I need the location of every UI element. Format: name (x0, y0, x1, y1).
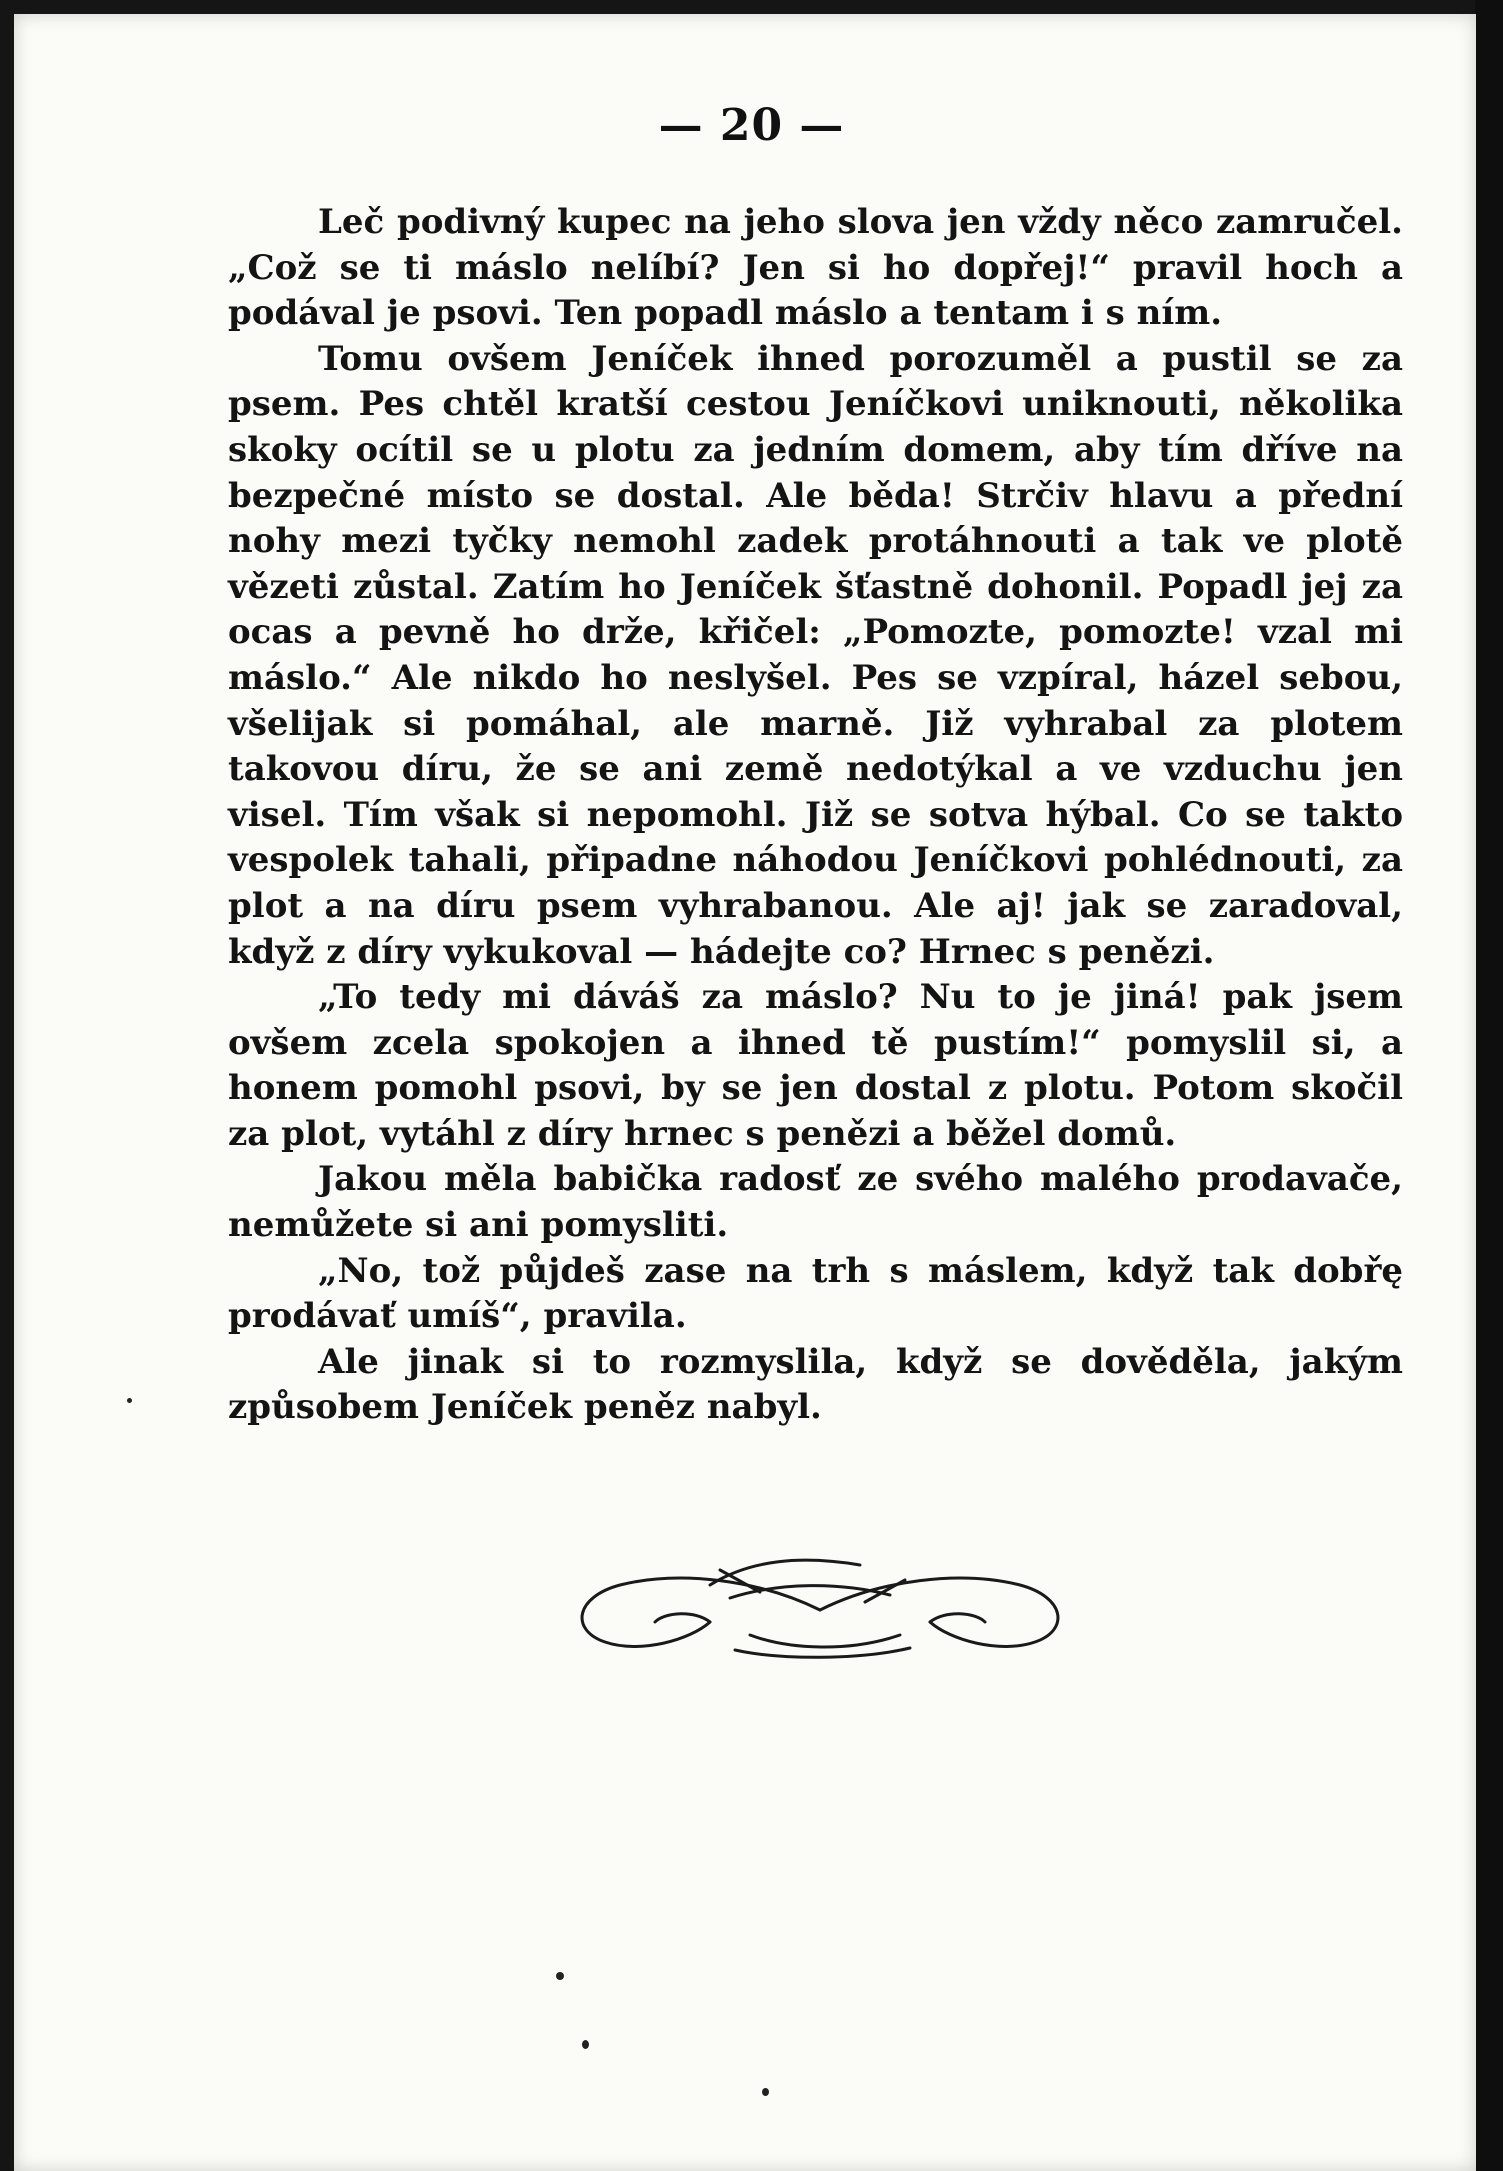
page-number: — 20 — (658, 100, 845, 151)
speck (582, 2040, 589, 2049)
paragraph-4: Jakou měla babička radosť ze svého malého prodavače, nemůžete si ani pomysliti. (228, 1159, 1403, 1246)
paragraph-3: „To tedy mi dáváš za máslo? Nu to je jiná! pak jsem ovšem zcela spokojen a ihned tě pustím!“ pomyslil si, a honem pomohl psovi, by se jen dostal z plotu. Potom skočil za plot, vytáhl z díry hrnec s penězi a běžel domů. (228, 977, 1403, 1154)
paragraph-5: „No, tož půjdeš zase na trh s máslem, když tak dobřę prodávať umíš“, pravila. (228, 1250, 1403, 1337)
flourish-ornament-icon (560, 1540, 1080, 1670)
body-text (228, 200, 1403, 1431)
speck (556, 1972, 564, 1980)
speck (127, 1398, 132, 1403)
scan-edge (1475, 0, 1503, 2171)
speck (762, 2088, 769, 2096)
paragraph-1: Leč podivný kupec na jeho slova jen vždy něco zamručel. „Což se ti máslo nelíbí? Jen si ho dopřej!“ pravil hoch a podával je psovi. Ten popadl máslo a tentam i s ním. (228, 202, 1403, 334)
paragraph-2: Tomu ovšem Jeníček ihned porozuměl a pustil se za psem. Pes chtěl kratší cestou Jeníčkovi uniknouti, několika skoky ocítil se u plotu za jedním domem, aby tím dříve na bezpečné místo se dostal. Ale běda! Strčiv hlavu a přední nohy mezi tyčky nemohl zadek protáhnouti a tak ve plotě vězeti zůstal. Zatím ho Jeníček šťastně dohonil. Popadl jej za ocas a pevně ho drže, křičel: „Pomozte, pomozte! vzal mi máslo.“ Ale nikdo ho neslyšel. Pes se vzpíral, házel sebou, všelijak si pomáhal, ale marně. Již vyhrabal za plotem takovou díru, že se ani země nedotýkal a ve vzduchu jen visel. Tím však si nepomohl. Již se sotva hýbal. Co se takto vespolek tahali, připadne náhodou Jeníčkovi pohlédnouti, za plot a na díru psem vyhrabanou. Ale aj! jak se zaradoval, když z díry vykukoval — hádejte co? Hrnec s penězi. (228, 338, 1403, 972)
paragraph-6: Ale jinak si to rozmyslila, když se dověděla, jakým způsobem Jeníček peněz nabyl. (228, 1341, 1403, 1428)
